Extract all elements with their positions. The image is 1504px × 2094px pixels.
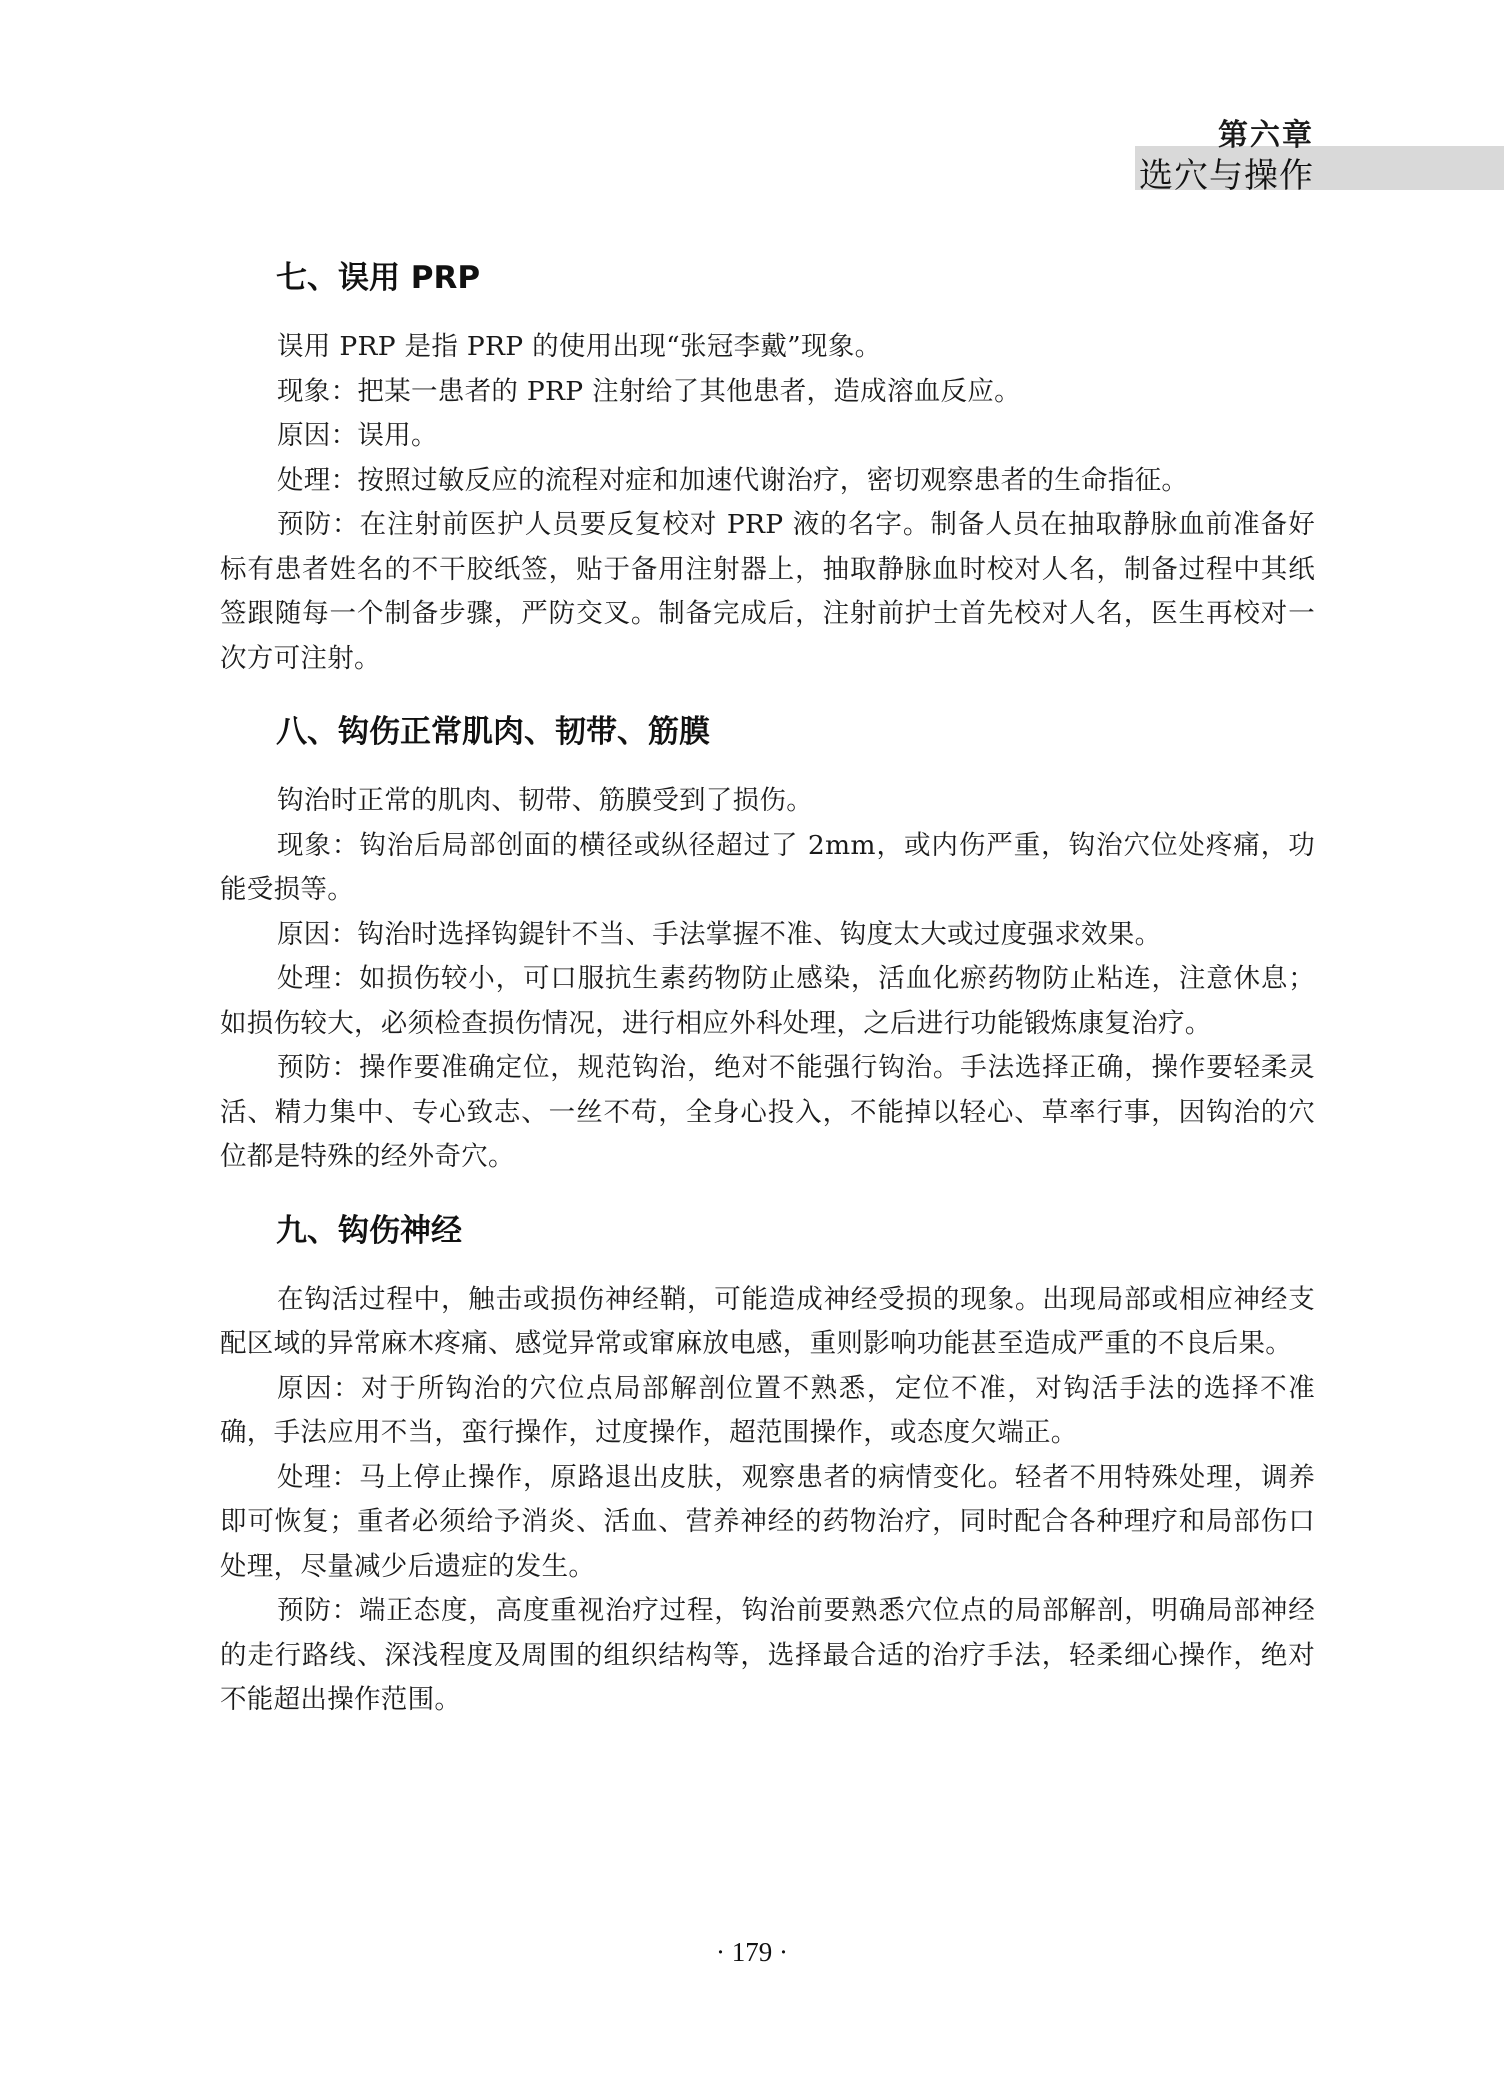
section-spacer [220,1180,1315,1208]
section-title: 八、钩伤正常肌肉、韧带、筋膜 [276,714,710,750]
section-spacer [220,681,1315,709]
section-title: 九、钩伤神经 [276,1212,462,1249]
paragraph: 钩治时正常的肌肉、韧带、筋膜受到了损伤。 [277,785,813,816]
paragraph: 原因：对于所钩治的穴位点局部解剖位置不熟悉，定位不准，对钩活手法的选择不准确，手法应用不当，蛮行操作，过度操作，超范围操作，或态度欠端正。 [220,1372,1315,1448]
paragraph: 预防：在注射前医护人员要反复校对 PRP 液的名字。制备人员在抽取静脉血前准备好标有患者姓名的不干胶纸签，贴于备用注射器上，抽取静脉血时校对人名，制备过程中其纸签跟随每一个制备步骤，严防交叉。制备完成后，注射前护士首先校对人名，医生再校对一次方可注射。 [220,509,1315,674]
paragraph: 处理：按照过敏反应的流程对症和加速代谢治疗，密切观察患者的生命指征。 [277,464,1189,496]
paragraph: 预防：端正态度，高度重视治疗过程，钩治前要熟悉穴位点的局部解剖，明确局部神经的走行路线、深浅程度及周围的组织结构等，选择最合适的治疗手法，轻柔细心操作，绝对不能超出操作范围。 [220,1595,1315,1715]
paragraph: 原因：钩治时选择钩鍉针不当、手法掌握不准、钩度太大或过度强求效果。 [277,918,1162,950]
paragraph: 预防：操作要准确定位，规范钩治，绝对不能强行钩治。手法选择正确，操作要轻柔灵活、精力集中、专心致志、一丝不苟，全身心投入，不能掉以轻心、草率行事，因钩治的穴位都是特殊的经外奇穴。 [220,1052,1315,1172]
chapter-number: 第六章 [1218,118,1314,153]
paragraph: 处理：如损伤较小，可口服抗生素药物防止感染，活血化瘀药物防止粘连，注意休息；如损伤较大，必须检查损伤情况，进行相应外科处理，之后进行功能锻炼康复治疗。 [220,963,1315,1039]
section-title: 七、误用 PRP [276,260,481,296]
paragraph: 处理：马上停止操作，原路退出皮肤，观察患者的病情变化。轻者不用特殊处理，调养即可恢复；重者必须给予消炎、活血、营养神经的药物治疗，同时配合各种理疗和局部伤口处理，尽量减少后遗症的发生。 [220,1461,1315,1582]
paragraph: 原因：误用。 [277,420,438,451]
paragraph: 在钩活过程中，触击或损伤神经鞘，可能造成神经受损的现象。出现局部或相应神经支配区域的异常麻木疼痛、感觉异常或窜麻放电感，重则影响功能甚至造成严重的不良后果。 [220,1283,1315,1359]
section-muscle-injury [220,709,1315,1180]
section-nerve-injury [220,1208,1315,1723]
chapter-title: 选穴与操作 [1139,156,1314,196]
page-body [220,255,1315,1723]
page-number: · 179 · [716,1937,788,1967]
running-header [0,104,1504,194]
section-misuse-prp [220,255,1315,681]
paragraph: 现象：把某一患者的 PRP 注射给了其他患者，造成溶血反应。 [277,375,1021,407]
paragraph: 误用 PRP 是指 PRP 的使用出现“张冠李戴”现象。 [277,331,882,362]
paragraph: 现象：钩治后局部创面的横径或纵径超过了 2mm，或内伤严重，钩治穴位处疼痛，功能受损等。 [220,829,1315,905]
